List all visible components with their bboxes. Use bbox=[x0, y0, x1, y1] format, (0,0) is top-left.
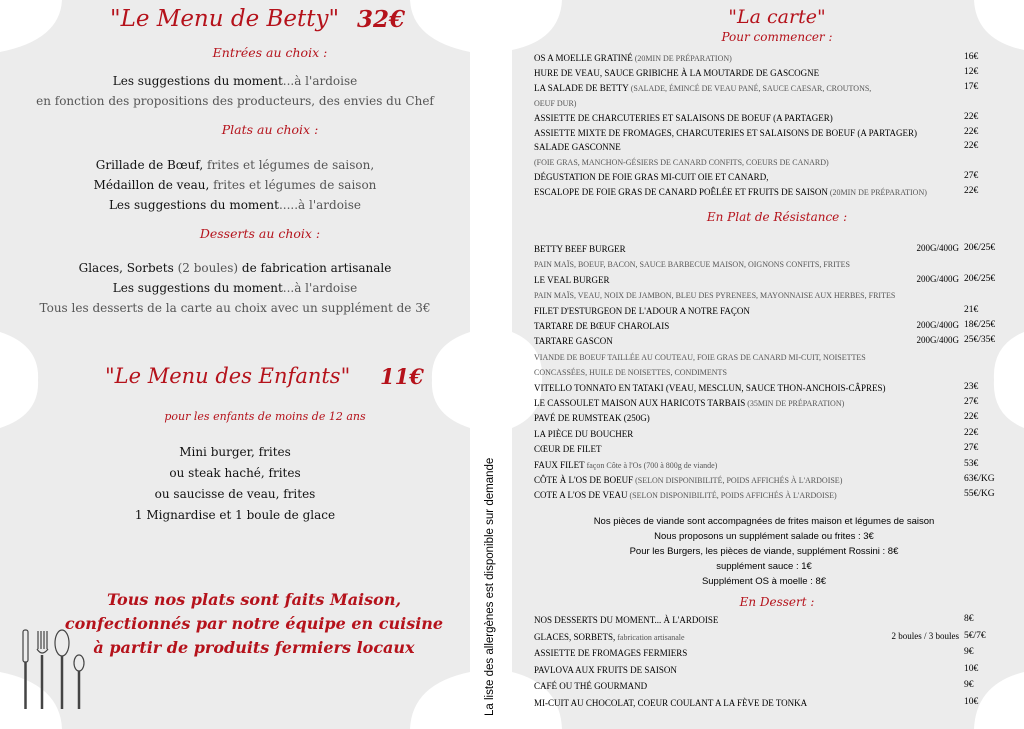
commencer-item-name bbox=[534, 127, 917, 140]
item-title: VITELLO TONNATO EN TATAKI (VEAU, MESCLUN, SAUCE THON-ANCHOIS-CÂPRES) bbox=[534, 382, 886, 393]
commencer-heading: Pour commencer : bbox=[721, 30, 833, 44]
item-title: BETTY BEEF BURGER bbox=[534, 244, 626, 254]
item-detail: CONCASSÉES, HUILE DE NOISETTES, CONDIMENTS bbox=[534, 368, 727, 378]
resistance-item-price: 20€/25€ bbox=[964, 273, 996, 284]
dessert-item-price: 8€ bbox=[964, 614, 974, 624]
dessert-item-name bbox=[534, 664, 677, 677]
item-title: LE VEAL BURGER bbox=[534, 274, 610, 285]
resistance-item-size: 200G/400G bbox=[916, 335, 959, 346]
commencer-item-name bbox=[534, 82, 871, 95]
item-detail: PAIN MAÏS, VEAU, NOIX DE JAMBON, BLEU DES PYRENEES, MAYONNAISE AUX HERBES, FRITES bbox=[534, 291, 896, 301]
item-detail: (SELON DISPONIBILITÉ, POIDS AFFICHÉS À L'ARDOISE) bbox=[633, 476, 843, 485]
commencer-item-price: 22€ bbox=[964, 186, 979, 197]
fait-maison-line-3: à partir de produits fermiers locaux bbox=[93, 638, 415, 657]
resistance-item-name bbox=[534, 382, 885, 395]
item-title: LE CASSOULET MAISON AUX HARICOTS TARBAIS bbox=[534, 398, 746, 408]
commencer-item-name bbox=[534, 67, 819, 80]
item-detail: (20MIN DE PRÉPARATION) bbox=[632, 54, 732, 63]
plat-line-1: Grillade de Bœuf, frites et légumes de saison, bbox=[95, 158, 375, 172]
dessert-item-price: 10€ bbox=[964, 697, 979, 707]
resistance-item-price: 22€ bbox=[964, 412, 979, 423]
dessert-item-price: 9€ bbox=[964, 680, 974, 691]
item-title: ASSIETTE DE FROMAGES FERMIERS bbox=[534, 648, 688, 659]
commencer-item-name bbox=[534, 171, 768, 184]
item-title: GLACES, SORBETS, bbox=[534, 631, 616, 642]
viande-note-line: Supplément OS à moelle : 8€ bbox=[701, 576, 827, 587]
entrees-line-1: Les suggestions du moment...à l'ardoise bbox=[112, 74, 358, 88]
commencer-item-price: 22€ bbox=[964, 126, 979, 137]
commencer-item-name bbox=[534, 52, 732, 65]
resistance-item-price: 55€/KG bbox=[964, 489, 995, 500]
resistance-item-name bbox=[534, 258, 850, 271]
viande-note-line: supplément sauce : 1€ bbox=[716, 561, 812, 572]
item-detail: VIANDE DE BOEUF TAILLÉE AU COUTEAU, FOIE GRAS DE CANARD MI-CUIT, NOISETTES bbox=[534, 352, 866, 362]
dessert-item-name bbox=[534, 647, 687, 660]
resistance-item-name bbox=[534, 335, 613, 348]
item-title: COTE A L'OS DE VEAU bbox=[534, 490, 628, 501]
commencer-item-price: 22€ bbox=[964, 141, 979, 152]
resistance-item-name bbox=[534, 412, 650, 425]
item-detail: façon Côte à l'Os (700 à 800g de viande) bbox=[584, 460, 718, 470]
commencer-item-price: 12€ bbox=[964, 66, 979, 77]
item-title: ASSIETTE MIXTE DE FROMAGES, CHARCUTERIES ET SALAISONS DE BOEUF (A PARTAGER) bbox=[534, 127, 918, 138]
resistance-item-price: 21€ bbox=[964, 304, 979, 315]
fait-maison-line-2: confectionnés par notre équipe en cuisine bbox=[64, 614, 444, 633]
resistance-item-price: 63€/KG bbox=[964, 474, 995, 484]
resistance-item-name bbox=[534, 243, 626, 256]
commencer-item-price: 27€ bbox=[964, 171, 979, 182]
resistance-heading: En Plat de Résistance : bbox=[706, 210, 848, 224]
resistance-item-price: 20€/25€ bbox=[964, 243, 996, 253]
resistance-item-name bbox=[534, 305, 750, 318]
item-title: PAVLOVA AUX FRUITS DE SAISON bbox=[534, 664, 677, 675]
menu-enfants-title: "Le Menu des Enfants" bbox=[105, 364, 351, 388]
item-title: SALADE GASCONNE bbox=[534, 142, 621, 153]
enfants-line-2: ou steak haché, frites bbox=[169, 466, 301, 480]
dessert-line-3: Tous les desserts de la carte au choix avec un supplément de 3€ bbox=[39, 301, 431, 315]
dessert-item-name bbox=[534, 631, 685, 644]
item-title: HURE DE VEAU, SAUCE GRIBICHE À LA MOUTARDE DE GASCOGNE bbox=[534, 67, 820, 78]
resistance-item-price: 53€ bbox=[964, 458, 979, 469]
item-title: FAUX FILET bbox=[534, 459, 585, 470]
resistance-item-name bbox=[534, 443, 602, 456]
item-title: MI-CUIT AU CHOCOLAT, COEUR COULANT A LA FÈVE DE TONKA bbox=[534, 698, 808, 708]
enfants-line-4: 1 Mignardise et 1 boule de glace bbox=[134, 508, 336, 522]
commencer-item-price: 22€ bbox=[964, 111, 979, 122]
resistance-item-name bbox=[534, 459, 717, 472]
resistance-item-price: 22€ bbox=[964, 427, 979, 438]
commencer-item-name bbox=[534, 141, 621, 154]
item-title: LA PIÈCE DU BOUCHER bbox=[534, 428, 634, 439]
resistance-item-name bbox=[534, 489, 837, 502]
item-detail: (FOIE GRAS, MANCHON-GÉSIERS DE CANARD CONFITS, COEURS DE CANARD) bbox=[534, 158, 829, 168]
item-title: ESCALOPE DE FOIE GRAS DE CANARD POÊLÉE ET FRUITS DE SAISON bbox=[534, 187, 828, 198]
dessert-line-1: Glaces, Sorbets (2 boules) de fabrication artisanale bbox=[78, 261, 392, 275]
dessert-item-name bbox=[534, 614, 718, 627]
dessert-item-name bbox=[534, 680, 647, 693]
menu-enfants-price: 11€ bbox=[380, 364, 424, 389]
dessert-item-price: 5€/7€ bbox=[964, 630, 986, 641]
item-detail: (35MIN DE PRÉPARATION) bbox=[745, 399, 845, 408]
enfants-subtitle: pour les enfants de moins de 12 ans bbox=[164, 410, 366, 423]
resistance-item-price: 27€ bbox=[964, 443, 979, 454]
item-title: TARTARE GASCON bbox=[534, 336, 613, 347]
carte-panel bbox=[512, 0, 1024, 729]
fait-maison-line-1: Tous nos plats sont faits Maison, bbox=[106, 590, 402, 609]
entrees-heading: Entrées au choix : bbox=[212, 45, 328, 60]
viande-note-line: Nos pièces de viande sont accompagnées de frites maison et légumes de saison bbox=[593, 516, 935, 527]
resistance-item-name bbox=[534, 397, 844, 410]
resistance-item-price: 25€/35€ bbox=[964, 335, 996, 346]
resistance-item-price: 18€/25€ bbox=[964, 320, 996, 330]
item-detail: (SALADE, ÉMINCÉ DE VEAU PANÉ, SAUCE CAESAR, CROUTONS, bbox=[628, 83, 872, 93]
dessert-heading: En Dessert : bbox=[739, 595, 815, 609]
plats-heading: Plats au choix : bbox=[221, 122, 319, 137]
commencer-item-name bbox=[534, 156, 829, 169]
resistance-item-name bbox=[534, 351, 866, 364]
cutlery-icon bbox=[20, 625, 90, 713]
plat-line-3: Les suggestions du moment.....à l'ardoise bbox=[108, 198, 362, 212]
resistance-item-name bbox=[534, 366, 727, 379]
resistance-item-size: 200G/400G bbox=[916, 273, 959, 284]
item-title: CŒUR DE FILET bbox=[534, 444, 602, 455]
menu-betty-title: "Le Menu de Betty" bbox=[110, 6, 340, 32]
item-detail: (SELON DISPONIBILITÉ, POIDS AFFICHÉS À L'ARDOISE) bbox=[627, 491, 837, 501]
item-title: NOS DESSERTS DU MOMENT... À L'ARDOISE bbox=[534, 615, 719, 625]
resistance-item-price: 27€ bbox=[964, 397, 979, 407]
carte-title: "La carte" bbox=[728, 6, 826, 28]
resistance-item-size: 200G/400G bbox=[916, 320, 959, 330]
resistance-item-name bbox=[534, 274, 610, 287]
item-title: FILET D'ESTURGEON DE L'ADOUR A NOTRE FAÇON bbox=[534, 305, 750, 316]
resistance-item-size: 200G/400G bbox=[916, 243, 959, 253]
desserts-heading: Desserts au choix : bbox=[199, 226, 321, 241]
dessert-item-size: 2 boules / 3 boules bbox=[891, 630, 959, 641]
item-title: LA SALADE DE BETTY bbox=[534, 82, 629, 93]
item-detail: (20MIN DE PRÉPARATION) bbox=[827, 188, 927, 198]
left-menu-panel bbox=[0, 0, 470, 729]
resistance-item-name bbox=[534, 474, 842, 487]
commencer-item-name bbox=[534, 97, 576, 110]
item-detail: OEUF DUR) bbox=[534, 98, 577, 108]
dessert-item-price: 9€ bbox=[964, 647, 974, 658]
dessert-item-name bbox=[534, 697, 807, 710]
commencer-item-price: 16€ bbox=[964, 52, 979, 62]
commencer-item-name bbox=[534, 186, 927, 199]
item-title: ASSIETTE DE CHARCUTERIES ET SALAISONS DE BOEUF (A PARTAGER) bbox=[534, 112, 833, 123]
dessert-line-2: Les suggestions du moment...à l'ardoise bbox=[112, 281, 358, 295]
viande-note-line: Nous proposons un supplément salade ou frites : 3€ bbox=[654, 531, 874, 542]
commencer-item-price: 17€ bbox=[964, 81, 979, 92]
item-title: OS A MOELLE GRATINÉ bbox=[534, 53, 633, 63]
resistance-item-price: 23€ bbox=[964, 381, 979, 392]
item-detail: PAIN MAÏS, BOEUF, BACON, SAUCE BARBECUE MAISON, OIGNONS CONFITS, FRITES bbox=[534, 260, 850, 270]
enfants-line-1: Mini burger, frites bbox=[179, 445, 291, 459]
menu-betty-price: 32€ bbox=[357, 6, 406, 33]
enfants-line-3: ou saucisse de veau, frites bbox=[154, 487, 316, 501]
item-title: CAFÉ OU THÉ GOURMAND bbox=[534, 681, 648, 692]
item-title: CÔTE À L'OS DE BOEUF bbox=[534, 475, 634, 485]
entrees-line-2: en fonction des propositions des producteurs, des envies du Chef bbox=[36, 94, 434, 108]
item-title: PAVÉ DE RUMSTEAK (250G) bbox=[534, 413, 650, 424]
plat-line-2: Médaillon de veau, frites et légumes de saison bbox=[93, 178, 377, 192]
resistance-item-name bbox=[534, 289, 895, 302]
allergenes-note: La liste des allergènes est disponible sur demande bbox=[484, 457, 496, 716]
dessert-item-price: 10€ bbox=[964, 663, 979, 674]
item-title: TARTARE DE BŒUF CHAROLAIS bbox=[534, 321, 670, 331]
resistance-item-name bbox=[534, 320, 669, 333]
viande-note-line: Pour les Burgers, les pièces de viande, supplément Rossini : 8€ bbox=[629, 546, 899, 557]
item-detail: fabrication artisanale bbox=[615, 632, 685, 642]
resistance-item-name bbox=[534, 428, 633, 441]
commencer-item-name bbox=[534, 112, 833, 125]
item-title: DÉGUSTATION DE FOIE GRAS MI-CUIT OIE ET CANARD, bbox=[534, 172, 769, 183]
